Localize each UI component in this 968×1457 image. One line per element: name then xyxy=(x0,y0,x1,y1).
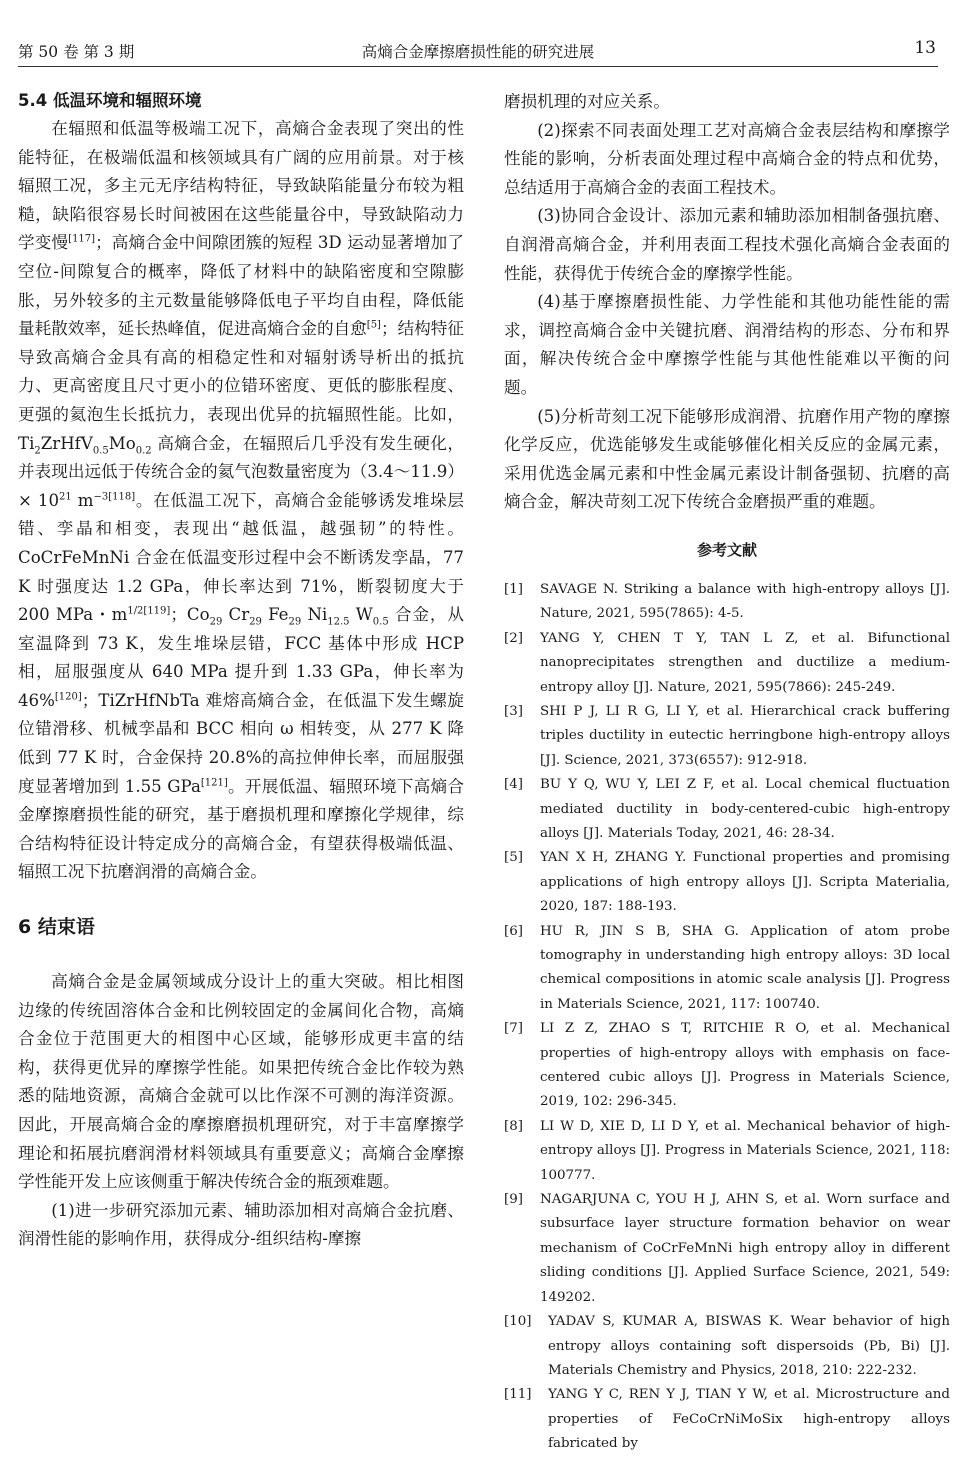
reference-item: [4] BU Y Q, WU Y, LEI Z F, et al. Local chemical fluctuation mediated ductility in body-centered-cubic high-entropy alloys [J]. Materials Today, 2021, 46: 28-34. xyxy=(504,777,950,841)
journal-volume: 第 50 卷 第 3 期 xyxy=(18,43,135,61)
paragraph-item-1-continued: 磨损机理的对应关系。 xyxy=(504,92,670,111)
paragraph-low-temp-irradiation: 在辐照和低温等极端工况下，高熵合金表现了突出的性能特征，在极端低温和核领域具有广阔的应用前景。对于核辐照工况，多主元无序结构特征，导致缺陷能量分布较为粗糙，缺陷很容易长时间被困在这些能量谷中，导致缺陷动力学变慢[117]；高熵合金中间隙团簇的短程 3D 运动显著增加了空位-间隙复合的概率，降低了材料中的缺陷密度和空隙膨胀，另外较多的主元数量能够降低电子平均自由程，降低能量耗散效率，延长热峰值，促进高熵合金的自愈[5]；结构特征导致高熵合金具有高的相稳定性和对辐射诱导析出的抵抗力、更高密度且尺寸更小的位错环密度、更低的膨胀程度、更强的氦泡生长抵抗力，表现出优异的抗辐照性能。比如，$Ti_2ZrHfV_{0.5}Mo_{0.2}$ 高熵合金，在辐照后几乎没有发生硬化，并表现出远低于传统合金的氦气泡数量密度为（3.4～11.9）× $10^{21}$ $m^{-3[118]}$。在低温工况下，高熵合金能够诱发堆垛层错、孪晶和相变，表现出“越低温，越强韧”的特性。CoCrFeMnNi 合金在低温变形过程中会不断诱发孪晶，77 K 时强度达 1.2 GPa，伸长率达到 71%，断裂韧度大于 200 MPa・$m^{1/2[119]}$；$Co_{29}$ $Cr_{29}$ $Fe_{29}$ $Ni_{12.5}$ $W_{0.5}$ 合金，从室温降到 73 K，发生堆垛层错，FCC 基体中形成 HCP 相，屈服强度从 640 MPa 提升到 1.33 GPa，伸长率为 46%[120]；TiZrHfNbTa 难熔高熵合金，在低温下发生螺旋位错滑移、机械孪晶和 BCC 相向 ω 相转变，从 277 K 降低到 77 K 时，合金保持 20.8%的高拉伸伸长率，而屈服强度显著增加到 1.55 GPa[121]。开展低温、辐照环境下高熵合金摩擦磨损性能的研究，基于磨损机理和摩擦化学规律，综合结构特征设计特定成分的高熵合金，有望获得极端低温、辐照工况下抗磨润滑的高熵合金。 xyxy=(18,119,465,882)
paragraph-conclusion-item-3: (3)协同合金设计、添加元素和辅助添加相制备强抗磨、自润滑高熵合金，并利用表面工程技术强化高熵合金表面的性能，获得优于传统合金的摩擦学性能。 xyxy=(504,206,950,283)
paragraph-conclusion-item-1: (1)进一步研究添加元素、辅助添加相对高熵合金抗磨、润滑性能的影响作用，获得成分-组织结构-摩擦 xyxy=(18,1200,464,1249)
section-5-4-heading: 5.4 低温环境和辐照环境 xyxy=(18,91,202,110)
running-title: 高熵合金摩擦磨损性能的研究进展 xyxy=(361,43,595,61)
reference-item: [9] NAGARJUNA C, YOU H J, AHN S, et al. Worn surface and subsurface layer structure formation behavior on wear mechanism of CoCrFeMnNi high entropy alloy in different sliding conditions [J]. Applied Surface Science, 2021, 549: 149202. xyxy=(504,1192,950,1305)
reference-item: [10] YADAV S, KUMAR A, BISWAS K. Wear behavior of high entropy alloys containing soft dispersoids (Pb, Bi) [J]. Materials Chemistry and Physics, 2018, 210: 222-232. xyxy=(504,1314,950,1378)
paragraph-conclusion-item-5: (5)分析苛刻工况下能够形成润滑、抗磨作用产物的摩擦化学反应，优选能够发生或能够催化相关反应的金属元素，采用优选金属元素和中性金属元素设计制备强韧、抗磨的高熵合金，解决苛刻工况下传统合金磨损严重的难题。 xyxy=(504,406,950,512)
reference-item: [6] HU R, JIN S B, SHA G. Application of atom probe tomography in understanding high entropy alloys: 3D local chemical compositions in atomic scale analysis [J]. Progress in Materials Science, 2021, 117: 100740. xyxy=(504,923,950,1012)
section-6-heading: 6 结束语 xyxy=(18,916,95,939)
reference-item: [11] YANG Y C, REN Y J, TIAN Y W, et al. Microstructure and properties of FeCoCrNiMoSix high-entropy alloys fabricated by xyxy=(504,1387,950,1452)
paragraph-conclusion-intro: 高熵合金是金属领域成分设计上的重大突破。相比相图边缘的传统固溶体合金和比例较固定的金属间化合物，高熵合金位于范围更大的相图中心区域，能够形成更丰富的结构，获得更优异的摩擦学性能。如果把传统合金比作较为熟悉的陆地资源，高熵合金就可以比作深不可测的海洋资源。因此，开展高熵合金的摩擦磨损机理研究，对于丰富摩擦学理论和拓展抗磨润滑材料领域具有重要意义；高熵合金摩擦学性能开发上应该侧重于解决传统合金的瓶颈难题。 xyxy=(18,972,464,1192)
reference-item: [7] LI Z Z, ZHAO S T, RITCHIE R O, et al. Mechanical properties of high-entropy alloys with emphasis on face-centered cubic alloys [J]. Progress in Materials Science, 2019, 102: 296-345. xyxy=(504,1021,950,1110)
paragraph-conclusion-item-4: (4)基于摩擦磨损性能、力学性能和其他功能性能的需求，调控高熵合金中关键抗磨、润滑结构的形态、分布和界面，解决传统合金中摩擦学性能与其他性能难以平衡的问题。 xyxy=(504,292,950,397)
left-column xyxy=(18,86,464,1254)
references-heading: 参考文献 xyxy=(696,540,757,559)
right-column xyxy=(504,88,950,1457)
running-header xyxy=(18,36,938,67)
reference-item: [1] SAVAGE N. Striking a balance with high-entropy alloys [J]. Nature, 2021, 595(7865): 4-5. xyxy=(504,581,950,622)
reference-item: [3] SHI P J, LI R G, LI Y, et al. Hierarchical crack buffering triples ductility in eutectic herringbone high-entropy alloys [J]. Science, 2021, 373(6557): 912-918. xyxy=(504,703,950,768)
page-number: 13 xyxy=(914,38,936,58)
paragraph-conclusion-item-2: (2)探索不同表面处理工艺对高熵合金表层结构和摩擦学性能的影响，分析表面处理过程中高熵合金的特点和优势，总结适用于高熵合金的表面工程技术。 xyxy=(504,120,950,197)
reference-item: [8] LI W D, XIE D, LI D Y, et al. Mechanical behavior of high-entropy alloys [J]. Progress in Materials Science, 2021, 118: 100777. xyxy=(504,1118,950,1183)
reference-item: [5] YAN X H, ZHANG Y. Functional properties and promising applications of high entropy alloys [J]. Scripta Materialia, 2020, 187: 188-193. xyxy=(504,850,950,915)
reference-item: [2] YANG Y, CHEN T Y, TAN L Z, et al. Bifunctional nanoprecipitates strengthen and ductilize a medium-entropy alloy [J]. Nature, 2021, 595(7866): 245-249. xyxy=(504,630,950,695)
reference-list xyxy=(504,578,950,1457)
